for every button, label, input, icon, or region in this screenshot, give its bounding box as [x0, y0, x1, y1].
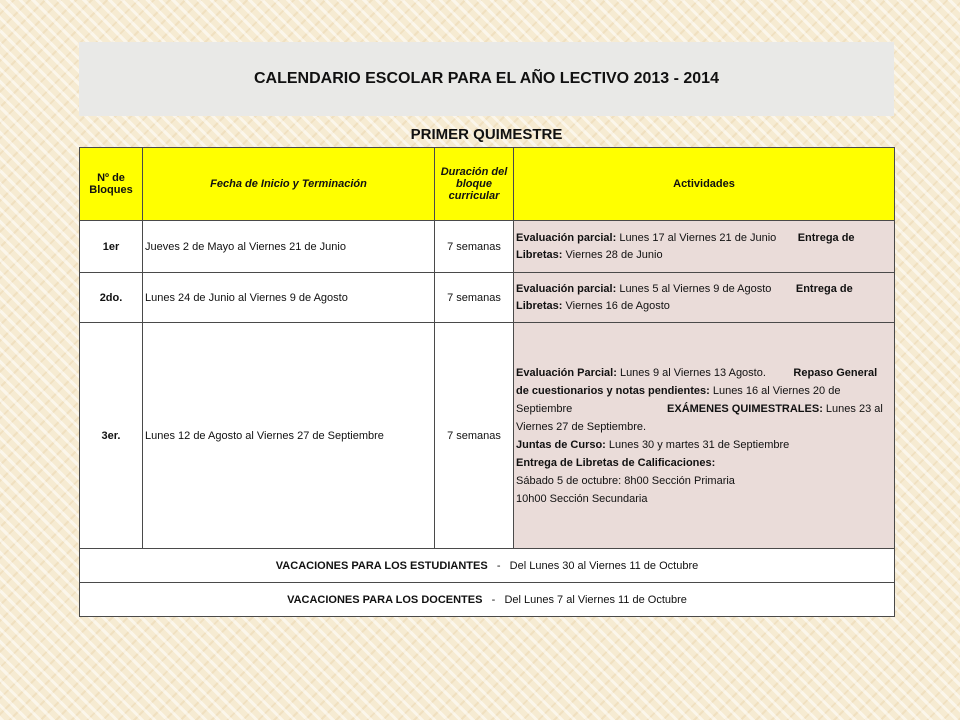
eval-text: Lunes 5 al Viernes 9 de Agosto [616, 282, 772, 295]
repaso-label: Repaso General de cuestionarios y notas pendientes: [516, 366, 878, 397]
juntas-label: Juntas de Curso: [516, 438, 606, 451]
bloque-cell: 1er [80, 221, 143, 273]
header-duracion: Duración del bloque curricular [435, 148, 514, 221]
actividades-cell [514, 273, 895, 323]
header-actividades: Actividades [514, 148, 895, 221]
footer-row [80, 549, 895, 583]
footer-text: Del Lunes 7 al Viernes 11 de Octubre [504, 593, 687, 606]
bloque-cell: 3er. [80, 323, 143, 549]
fecha-cell: Jueves 2 de Mayo al Viernes 21 de Junio [143, 221, 435, 273]
eval-label: Evaluación Parcial: [516, 366, 617, 379]
footer-docentes [80, 583, 895, 617]
header-bloques: Nº de Bloques [80, 148, 143, 221]
entrega-label: Entrega de Libretas de Calificaciones: [516, 456, 716, 469]
sabado-label: Sábado 5 de octubre: [516, 474, 622, 487]
table-row [80, 221, 895, 273]
duracion-cell: 7 semanas [435, 323, 514, 549]
table-row [80, 323, 895, 549]
footer-text: Del Lunes 30 al Viernes 11 de Octubre [509, 559, 699, 572]
eval-label: Evaluación parcial: [516, 231, 617, 244]
examenes-text: Lunes 23 al Viernes 27 de Septiembre. [516, 402, 883, 433]
actividades-cell [514, 323, 895, 549]
footer-estudiantes [80, 549, 895, 583]
footer-label: VACACIONES PARA LOS DOCENTES [287, 593, 483, 606]
duracion-cell: 7 semanas [435, 221, 514, 273]
bloque-cell: 2do. [80, 273, 143, 323]
entrega-text: Viernes 16 de Agosto [562, 299, 670, 312]
title-banner [79, 42, 894, 116]
actividades-cell [514, 221, 895, 273]
calendar-table [79, 147, 895, 617]
entrega-label: Entrega de Libretas: [516, 231, 855, 261]
eval-text: Lunes 17 al Viernes 21 de Junio [616, 231, 777, 244]
sabado-text: 8h00 Sección Primaria [621, 474, 735, 487]
juntas-text: Lunes 30 y martes 31 de Septiembre [605, 438, 790, 451]
entrega-label: Entrega de Libretas: [516, 282, 853, 312]
footer-label: VACACIONES PARA LOS ESTUDIANTES [275, 559, 488, 572]
entrega-text: Viernes 28 de Junio [562, 248, 663, 261]
examenes-label: EXÁMENES QUIMESTRALES: [667, 402, 823, 415]
duracion-cell: 7 semanas [435, 273, 514, 323]
page-title: CALENDARIO ESCOLAR PARA EL AÑO LECTIVO 2013 - 2014 [254, 70, 719, 87]
section-subtitle: PRIMER QUIMESTRE [410, 126, 563, 143]
repaso-text: Lunes 16 al Viernes 20 de Septiembre [516, 384, 841, 415]
separator: - [496, 559, 501, 572]
secundaria-text: 10h00 Sección Secundaria [516, 492, 648, 505]
eval-label: Evaluación parcial: [516, 282, 617, 295]
header-fecha: Fecha de Inicio y Terminación [143, 148, 435, 221]
eval-text: Lunes 9 al Viernes 13 Agosto. [616, 366, 766, 379]
fecha-cell: Lunes 24 de Junio al Viernes 9 de Agosto [143, 273, 435, 323]
fecha-cell: Lunes 12 de Agosto al Viernes 27 de Septiembre [143, 323, 435, 549]
table-header-row [80, 148, 895, 221]
footer-row [80, 583, 895, 617]
separator: - [491, 593, 496, 606]
table-row [80, 273, 895, 323]
